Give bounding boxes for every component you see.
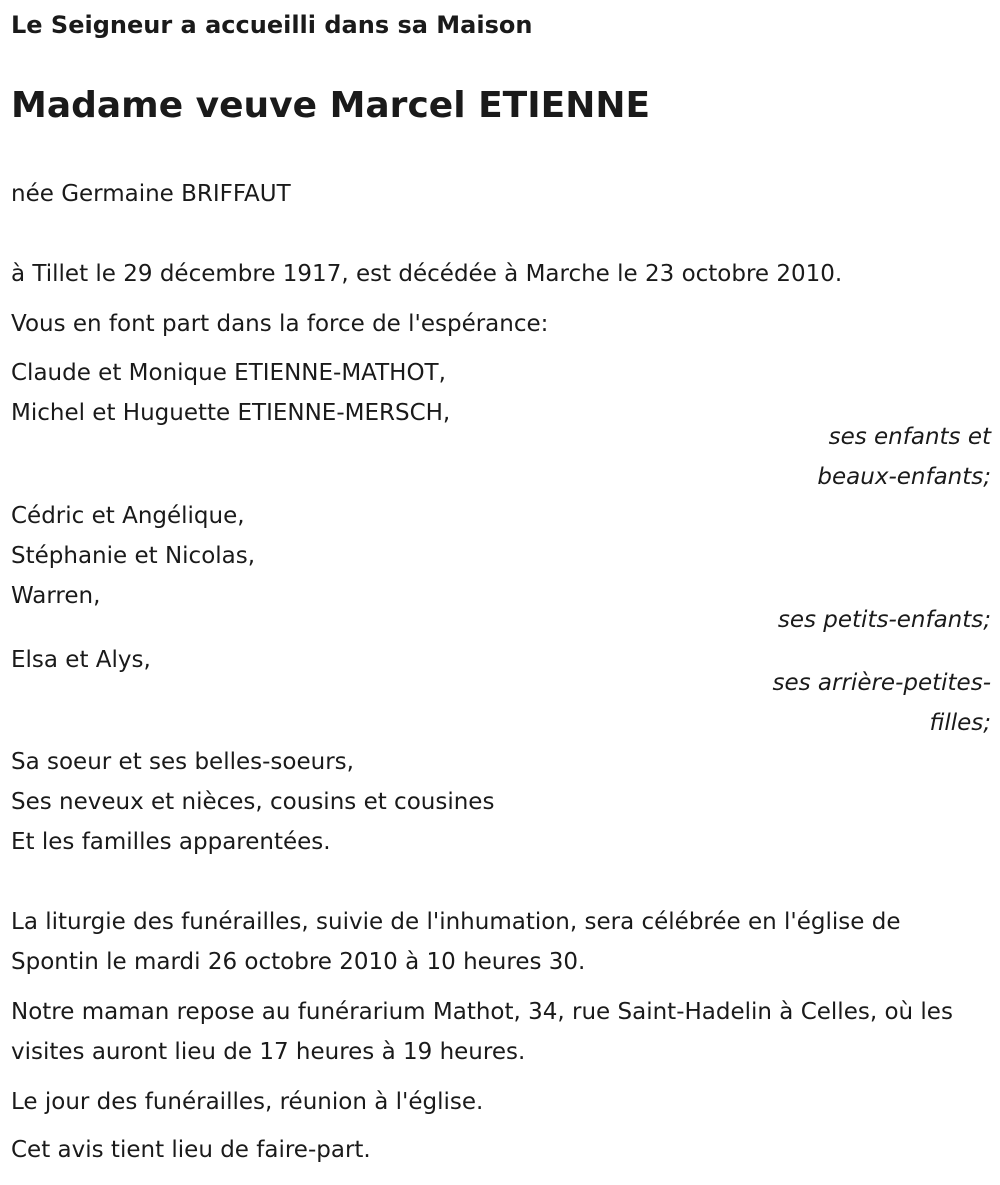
family-line: Ses neveux et nièces, cousins et cousines [11,789,495,815]
great-grandchildren-role-line: filles; [929,710,991,736]
notice-line: Cet avis tient lieu de faire-part. [11,1137,371,1163]
grandchild-line: Stéphanie et Nicolas, [11,543,256,569]
grandchildren-role: ses petits-enfants; [777,607,991,633]
child-line: Claude et Monique ETIENNE-MATHOT, [11,360,446,386]
funeral-paragraph: La liturgie des funérailles, suivie de l'inhumation, sera célébrée en l'église de Spontin le mardi 26 octobre 2010 à 10 heures 30. [11,909,901,975]
deceased-name: Madame veuve Marcel ETIENNE [11,85,651,126]
children-role-line: beaux-enfants; [817,464,991,490]
visitation-paragraph: Notre maman repose au funérarium Mathot, 34, rue Saint-Hadelin à Celles, où les visites auront lieu de 17 heures à 19 heures. [11,999,953,1065]
child-line: Michel et Huguette ETIENNE-MERSCH, [11,400,451,426]
great-grandchildren-role-line: ses arrière-petites- [772,670,991,696]
children-role-line: ses enfants et [828,424,991,450]
intro-heading: Le Seigneur a accueilli dans sa Maison [11,11,533,39]
grandchild-line: Warren, [11,583,101,609]
great-grandchild-line: Elsa et Alys, [11,647,151,673]
meeting-line: Le jour des funérailles, réunion à l'église. [11,1089,484,1115]
family-line: Et les familles apparentées. [11,829,331,855]
birth-death-line: à Tillet le 29 décembre 1917, est décédée à Marche le 23 octobre 2010. [11,261,843,287]
grandchild-line: Cédric et Angélique, [11,503,245,529]
family-line: Sa soeur et ses belles-soeurs, [11,749,354,775]
announce-line: Vous en font part dans la force de l'espérance: [11,311,549,337]
maiden-name: née Germaine BRIFFAUT [11,181,291,207]
